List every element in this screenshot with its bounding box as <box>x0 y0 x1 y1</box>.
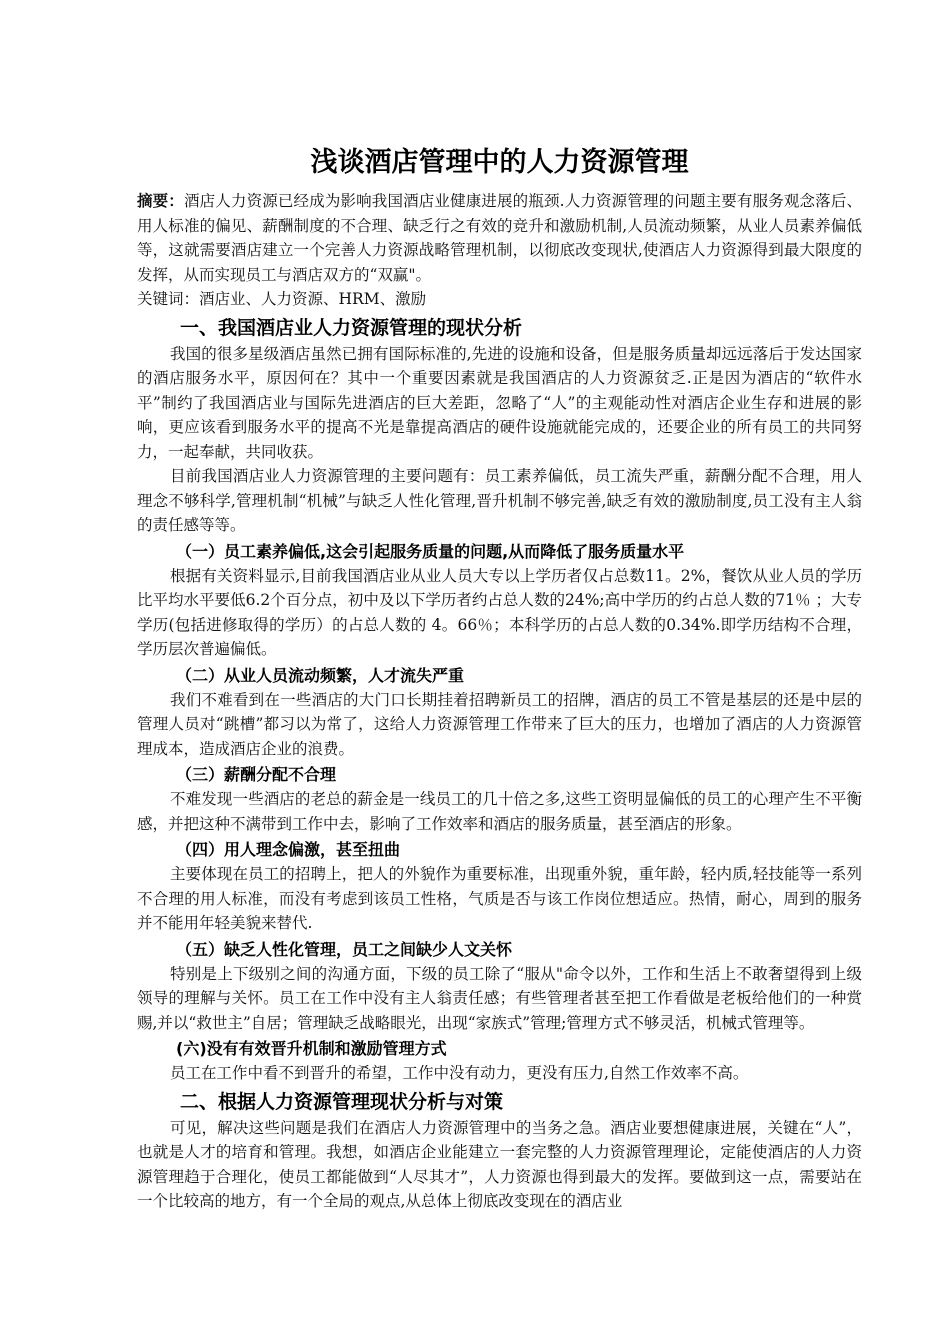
subsection-6-heading: (六)没有有效晋升机制和激励管理方式 <box>176 1039 447 1058</box>
section-1-paragraph: 我国的很多星级酒店虽然已拥有国际标准的,先进的设施和设备，但是服务质量却远远落后于发达国家的酒店服务水平，原因何在？其中一个重要因素就是我国酒店的人力资源贫乏.正是因为酒店的“软件水平”制约了我国酒店业与国际先进酒店的巨大差距，忽略了“人”的主观能动性对酒店企业生存和进展的影响，更应该看到服务水平的提高不光是靠提高酒店的硬件设施就能完成的，还要企业的所有员工的共同努力，一起奉献，共同收获。 <box>137 344 862 461</box>
subsection-1-paragraph: 根据有关资料显示,目前我国酒店业从业人员大专以上学历者仅占总数11。2%，餐饮从业人员的学历比平均水平要低6.2个百分点，初中及以下学历者约占总人数的24%;高中学历的约占总人数的71％ ；大专学历(包括进修取得的学历）的占总人数的 4。66％；本科学历的占总人数的0.34%.即学历结构不合理，学历层次普遍偏低。 <box>137 566 862 658</box>
subsection-4-paragraph: 主要体现在员工的招聘上，把人的外貌作为重要标准，出现重外貌，重年龄，轻内质,轻技能等一系列不合理的用人标准，而没有考虑到该员工性格，气质是否与该工作岗位想适应。热情，耐心，周到的服务并不能用年轻美貌来替代. <box>137 865 862 932</box>
keywords-text: 酒店业、人力资源、HRM、激励 <box>199 290 427 308</box>
keywords-line <box>137 287 862 312</box>
section-1-paragraph: 目前我国酒店业人力资源管理的主要问题有：员工素养偏低，员工流失严重，薪酬分配不合理，用人理念不够科学,管理机制“机械”与缺乏人性化管理,晋升机制不够完善,缺乏有效的激励制度,员工没有主人翁的责任感等等。 <box>137 467 862 534</box>
subsection-6-paragraph: 员工在工作中看不到晋升的希望，工作中没有动力，更没有压力,自然工作效率不高。 <box>170 1064 749 1082</box>
keywords-label: 关键词： <box>137 290 200 308</box>
subsection-3-heading: （三）薪酬分配不合理 <box>176 765 337 784</box>
section-1-heading: 一、我国酒店业人力资源管理的现状分析 <box>180 316 523 339</box>
document-page <box>137 0 862 1214</box>
subsection-5-paragraph: 特别是上下级别之间的沟通方面，下级的员工除了“服从"命令以外，工作和生活上不敢奢望得到上级领导的理解与关怀。员工在工作中没有主人翁责任感；有些管理者甚至把工作看做是老板给他们的一种赏赐,并以“救世主”自居；管理缺乏战略眼光，出现“家族式”管理;管理方式不够灵活，机械式管理等。 <box>137 964 862 1032</box>
subsection-1-heading: （一）员工素养偏低,这会引起服务质量的问题,从而降低了服务质量水平 <box>176 541 685 561</box>
abstract-text: 酒店人力资源已经成为影响我国酒店业健康进展的瓶颈.人力资源管理的问题主要有服务观念落后、用人标准的偏见、薪酬制度的不合理、缺乏行之有效的竞升和激励机制,人员流动频繁，从业人员素养偏低等，这就需要酒店建立一个完善人力资源战略管理机制，以彻底改变现状,使酒店人力资源得到最大限度的发挥，从而实现员工与酒店双方的“双赢"。 <box>137 192 862 284</box>
abstract-paragraph <box>137 189 862 287</box>
subsection-4-heading: （四）用人理念偏激，甚至扭曲 <box>176 840 401 859</box>
subsection-2-paragraph: 我们不难看到在一些酒店的大门口长期挂着招聘新员工的招牌，酒店的员工不管是基层的还是中层的管理人员对“跳槽”都习以为常了，这给人力资源管理工作带来了巨大的压力，也增加了酒店的人力资源管理成本，造成酒店企业的浪费。 <box>137 690 862 758</box>
subsection-5-heading: （五）缺乏人性化管理，员工之间缺少人文关怀 <box>176 939 513 959</box>
document-title: 浅谈酒店管理中的人力资源管理 <box>310 147 689 178</box>
subsection-2-heading: （二）从业人员流动频繁，人才流失严重 <box>176 665 465 685</box>
section-2-paragraph: 可见，解决这些问题是我们在酒店人力资源管理中的当务之急。酒店业要想健康进展，关键在“人”，也就是人才的培育和管理。我想，如酒店企业能建立一套完整的人力资源管理理论，定能使酒店的人力资源管理趋于合理化，使员工都能做到“人尽其才”，人力资源也得到最大的发挥。要做到这一点，需要站在一个比较高的地方，有一个全局的观点,从总体上彻底改变现在的酒店业 <box>137 1118 862 1210</box>
section-2-heading: 二、根据人力资源管理现状分析与对策 <box>180 1090 504 1113</box>
subsection-3-paragraph: 不难发现一些酒店的老总的薪金是一线员工的几十倍之多,这些工资明显偏低的员工的心理产生不平衡感，并把这种不满带到工作中去，影响了工作效率和酒店的服务质量，甚至酒店的形象。 <box>137 790 862 833</box>
abstract-label: 摘要： <box>137 192 184 210</box>
